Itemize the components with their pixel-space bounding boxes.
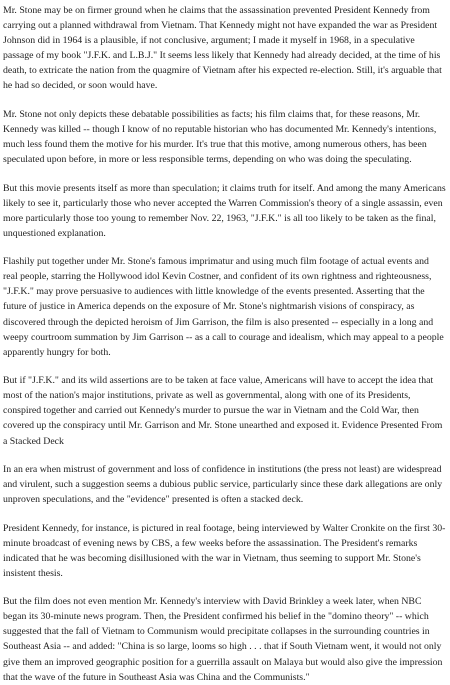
article-paragraph: But the film does not even mention Mr. Kennedy's interview with David Brinkley a week later, when NBC began its 30-minute news program. Then, the President confirmed his belief in the "domino theory" -- which suggested that the fall of Vietnam to Communism would precipitate collapses in the surrounding countries in Southeast Asia -- and added: "China is so large, looms so high . . . that if South Vietnam went, it would not only give them an improved geographic position for a guerrilla assault on Malaya but would also give the impression that the wave of the future in Southeast Asia was China and the Communists."	[3, 596, 443, 683]
article-paragraph: President Kennedy, for instance, is pictured in real footage, being interviewed by Walter Cronkite on the first 30-minute broadcast of evening news by CBS, a few weeks before the assassination. The President's remarks indicated that he was becoming disillusioned with the war in Vietnam, thus seeming to support Mr. Stone's insistent thesis.	[3, 522, 446, 579]
article-paragraph: Flashily put together under Mr. Stone's famous imprimatur and using much film footage of actual events and real people, starring the Hollywood idol Kevin Costner, and confident of its own rightness and righteousness, "J.F.K." may prove persuasive to audiences with little knowledge of the events presented. Asserting that the future of justice in America depends on the exposure of Mr. Stone's nightmarish visions of conspiracy, as discovered through the depicted heroism of Jim Garrison, the film is also presented -- especially in a long and weepy courtroom summation by Jim Garrison -- as a call to courage and idealism, which may appeal to a people apparently hungry for both.	[3, 256, 444, 358]
article-paragraph: Mr. Stone not only depicts these debatable possibilities as facts; his film claims that, for these reasons, Mr. Kennedy was killed -- though I know of no reputable historian who has documented Mr. Kennedy's intentions, much less found them the motive for his murder. It's true that this motive, among numerous others, has been speculated upon before, in more or less responsible terms, depending on who was doing the speculating.	[3, 108, 437, 166]
article-paragraph: But if "J.F.K." and its wild assertions are to be taken at face value, Americans will have to accept the idea that most of the nation's major institutions, private as well as governmental, along with one of its Presidents, conspired together and carried out Kennedy's murder to pursue the war in Vietnam and the Cold War, then covered up the conspiracy until Mr. Garrison and Mr. Stone unearthed and exposed it. Evidence Presented From a Stacked Deck	[3, 375, 443, 447]
article-paragraph: But this movie presents itself as more than speculation; it claims truth for itself. And among the many Americans likely to see it, particularly those who never accepted the Warren Commission's theory of a single assassin, even more particularly those too young to remember Nov. 22, 1963, "J.F.K." is all too likely to be taken as the final, unquestioned explanation.	[3, 182, 446, 239]
article-paragraph: Mr. Stone may be on firmer ground when he claims that the assassination prevented President Kennedy from carrying out a planned withdrawal from Vietnam. That Kennedy might not have expanded the war as President Johnson did in 1964 is a plausible, if not conclusive, argument; I made it myself in 1968, in a speculative passage of my book "J.F.K. and L.B.J." It seems less likely that Kennedy had already decided, at the time of his death, to extricate the nation from the quagmire of Vietnam after his expected re-election. Still, it's arguable that he had so decided, or soon would have.	[3, 5, 442, 92]
article-paragraph: In an era when mistrust of government and loss of confidence in institutions (the press not least) are widespread and virulent, such a suggestion seems a dubious public service, particularly since these dark allegations are only unproven speculations, and the "evidence" presented is often a stacked deck.	[3, 463, 443, 506]
